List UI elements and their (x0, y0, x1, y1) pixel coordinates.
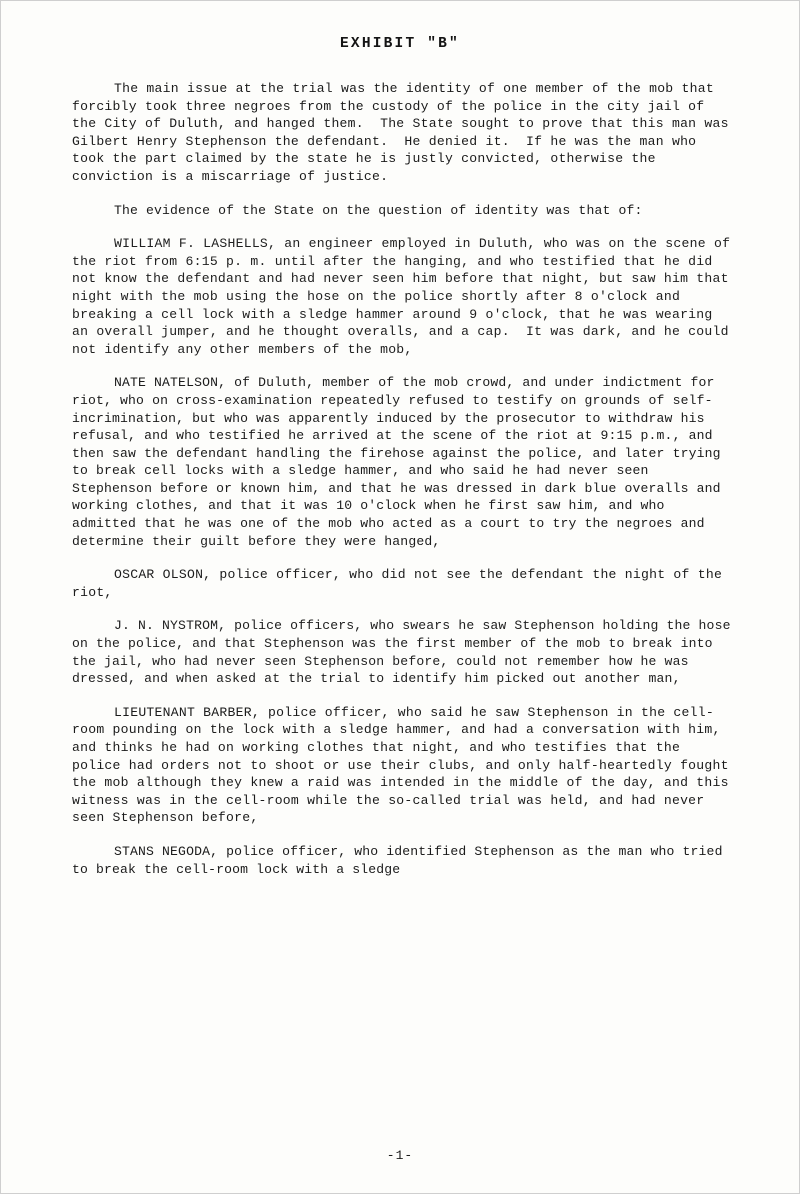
paragraph: The main issue at the trial was the identity of one member of the mob that forcibly took three negroes from the custody of the police in the city jail of the City of Duluth, and hanged them. The State sought to prove that this man was Gilbert Henry Stephenson the defendant. He denied it. If he was the man who took the part claimed by the state he is justly convicted, otherwise the conviction is a miscarriage of justice. (72, 81, 737, 184)
document-body (72, 80, 739, 894)
page-number: -1- (386, 1148, 414, 1163)
paragraph: OSCAR OLSON, police officer, who did not see the defendant the night of the riot, (72, 567, 731, 600)
paragraph: LIEUTENANT BARBER, police officer, who said he saw Stephenson in the cell-room pounding on the lock with a sledge hammer, and had a conversation with him, and thinks he had on working clothes that night, and who testifies that the police had orders not to shoot or use their clubs, and only half-heartedly fought the mob although they knew a raid was intended in the middle of the day, and this witness was in the cell-room while the so-called trial was held, and had never seen Stephenson before, (72, 704, 737, 826)
paragraph: STANS NEGODA, police officer, who identified Stephenson as the man who tried to break the cell-room lock with a sledge (72, 843, 731, 877)
paragraph: J. N. NYSTROM, police officers, who swears he saw Stephenson holding the hose on the police, and that Stephenson was the first member of the mob to break into the jail, who had never seen Stephenson before, could not remember how he was dressed, and when asked at the trial to identify him picked out another man, (72, 618, 739, 687)
paragraph: The evidence of the State on the question of identity was that of: (114, 202, 643, 218)
paragraph: WILLIAM F. LASHELLS, an engineer employed in Duluth, who was on the scene of the riot from 6:15 p. m. until after the hanging, and who testified that he did not know the defendant and had never seen him before that night, but saw him that night with the mob using the hose on the police shortly after 8 o'clock and breaking a cell lock with a sledge hammer around 9 o'clock, that he was wearing an overall jumper, and he thought overalls, and a cap. It was dark, and he could not identify any other members of the mob, (72, 236, 739, 357)
paragraph: NATE NATELSON, of Duluth, member of the mob crowd, and under indictment for riot, who on cross-examination repeatedly refused to testify on grounds of self-incrimination, but who was apparently induced by the prosecutor to withdraw his refusal, and who testified he arrived at the scene of the riot at 9:15 p.m., and then saw the defendant handling the firehose against the police, and later trying to break cell locks with a sledge hammer, and who said he had never seen Stephenson before or known him, and that he was dressed in dark blue overalls and working clothes, and that it was 10 o'clock when he first saw him, and who admitted that he was one of the mob who acted as a court to try the negroes and determine their guilt before they were hanged, (72, 375, 729, 549)
page-title: EXHIBIT "B" (340, 36, 460, 52)
